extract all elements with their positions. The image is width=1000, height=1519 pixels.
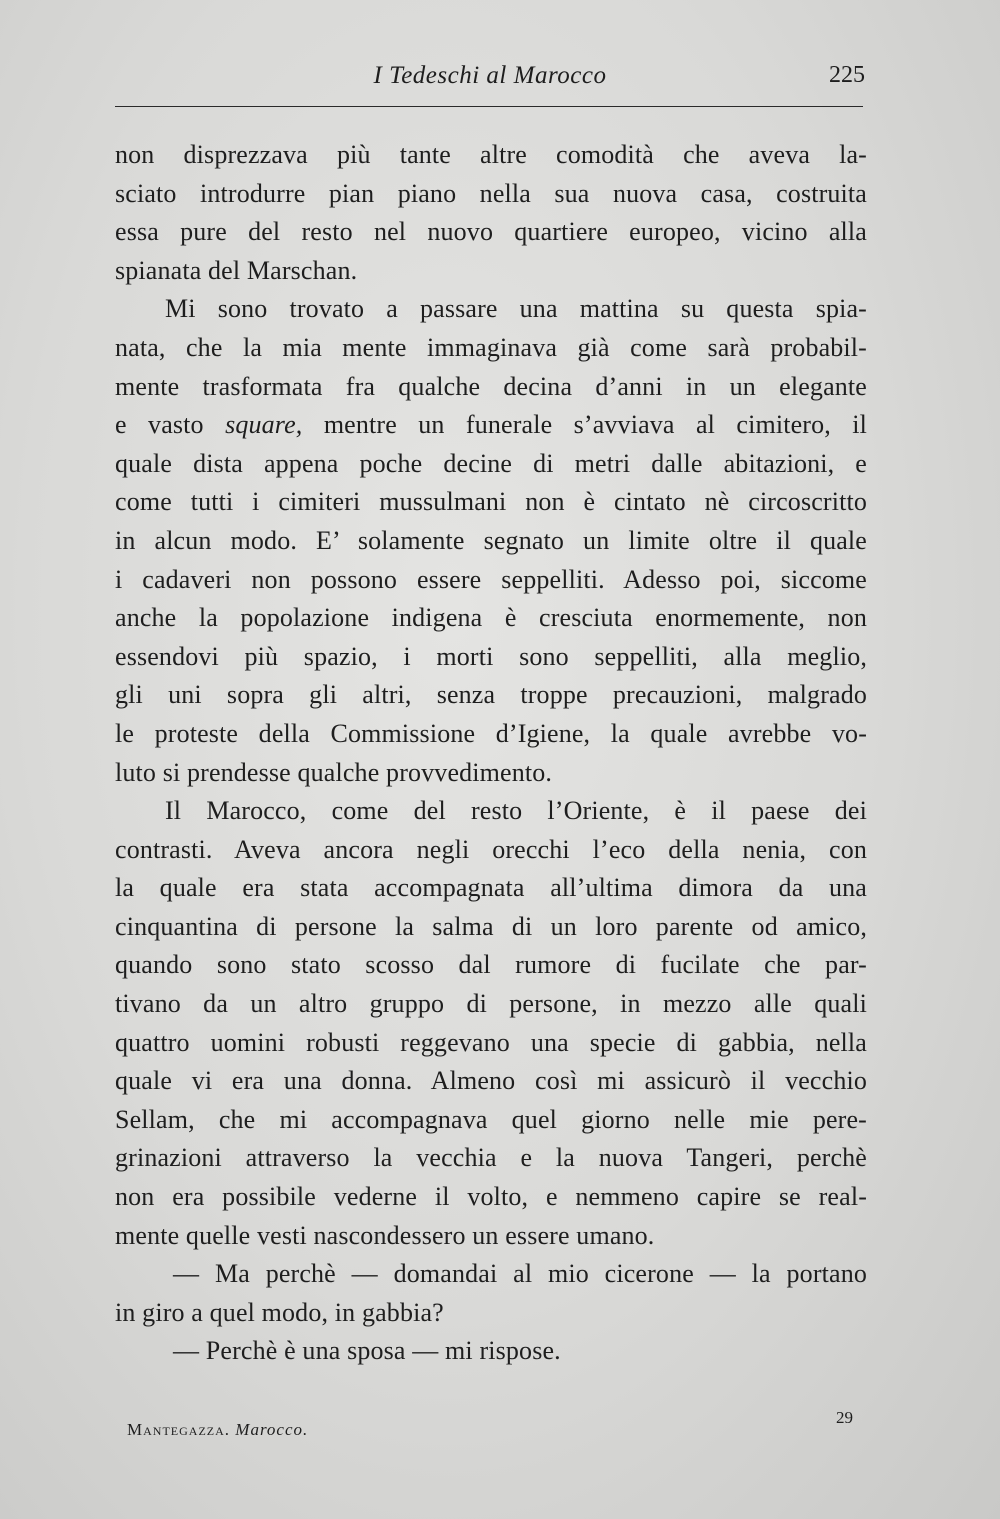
text-line: contrasti. Aveva ancora negli orecchi l’eco della nenia, con xyxy=(115,834,867,864)
text-line: non disprezzava più tante altre comodità che aveva la- xyxy=(115,140,867,169)
paragraph-start-line: Mi sono trovato a passare una mattina su questa spia- xyxy=(165,294,867,324)
page-header xyxy=(115,62,865,94)
sheet-number: 29 xyxy=(836,1408,853,1427)
italic-term: square, xyxy=(225,410,303,440)
text-line: Sellam, che mi accompagnava quel giorno nelle mie pere- xyxy=(115,1104,867,1134)
text-line: in alcun modo. E’ solamente segnato un limite oltre il quale xyxy=(115,525,867,555)
text-line: sciato introdurre pian piano nella sua nuova casa, costruita xyxy=(115,178,867,208)
page-footer xyxy=(127,1408,853,1448)
text-line: quale dista appena poche decine di metri dalle abitazioni, e xyxy=(115,448,867,478)
header-rule xyxy=(115,106,863,107)
text-line: quando sono stato scosso dal rumore di fucilate che par- xyxy=(115,950,867,980)
text-line: anche la popolazione indigena è cresciuta enormemente, non xyxy=(115,603,867,633)
text-line: gli uni sopra gli altri, senza troppe precauzioni, malgrado xyxy=(115,680,867,710)
text-line: grinazioni attraverso la vecchia e la nuova Tangeri, perchè xyxy=(115,1143,867,1173)
page-number: 225 xyxy=(829,62,865,88)
text-line: i cadaveri non possono essere seppelliti. Adesso poi, siccome xyxy=(115,564,867,594)
dialogue-line: — Perchè è una sposa — mi rispose. xyxy=(173,1336,561,1366)
text-line: la quale era stata accompagnata all’ultima dimora da una xyxy=(115,873,867,903)
text-line-with-italic xyxy=(115,406,867,445)
text-line: mente trasformata fra qualche decina d’anni in un elegante xyxy=(115,371,867,401)
text-line: spianata del Marschan. xyxy=(115,255,358,285)
printer-signature xyxy=(127,1420,308,1440)
signature-author: Mantegazza. xyxy=(127,1420,231,1439)
text-line: essendovi più spazio, i morti sono seppelliti, alla meglio, xyxy=(115,641,867,671)
text-line: non era possibile vederne il volto, e nemmeno capire se real- xyxy=(115,1182,867,1212)
text-line: cinquantina di persone la salma di un loro parente od amico, xyxy=(115,911,867,941)
line-segment: mentre un funerale s’avviava al cimitero, il xyxy=(323,410,867,440)
text-line: quattro uomini robusti reggevano una specie di gabbia, nella xyxy=(115,1027,867,1057)
text-line: essa pure del resto nel nuovo quartiere europeo, vicino alla xyxy=(115,217,867,247)
text-line: nata, che la mia mente immaginava già come sarà probabil- xyxy=(115,332,867,362)
paragraph-start-line: Il Marocco, come del resto l’Oriente, è il paese dei xyxy=(165,796,867,826)
signature-book: Marocco. xyxy=(235,1420,309,1439)
text-line: in giro a quel modo, in gabbia? xyxy=(115,1297,444,1327)
text-line: tivano da un altro gruppo di persone, in mezzo alle quali xyxy=(115,989,867,1019)
text-line: quale vi era una donna. Almeno così mi assicurò il vecchio xyxy=(115,1066,867,1096)
text-line: come tutti i cimiteri mussulmani non è cintato nè circoscritto xyxy=(115,487,867,517)
running-title: I Tedeschi al Marocco xyxy=(373,62,607,89)
dialogue-line: — Ma perchè — domandai al mio cicerone — la portano xyxy=(173,1259,867,1289)
text-line: mente quelle vesti nascondessero un essere umano. xyxy=(115,1220,655,1250)
body-text xyxy=(115,136,867,1371)
text-line: luto si prendesse qualche provvedimento. xyxy=(115,757,553,787)
line-segment: e vasto xyxy=(115,410,204,440)
text-line: le proteste della Commissione d’Igiene, la quale avrebbe vo- xyxy=(115,718,867,748)
